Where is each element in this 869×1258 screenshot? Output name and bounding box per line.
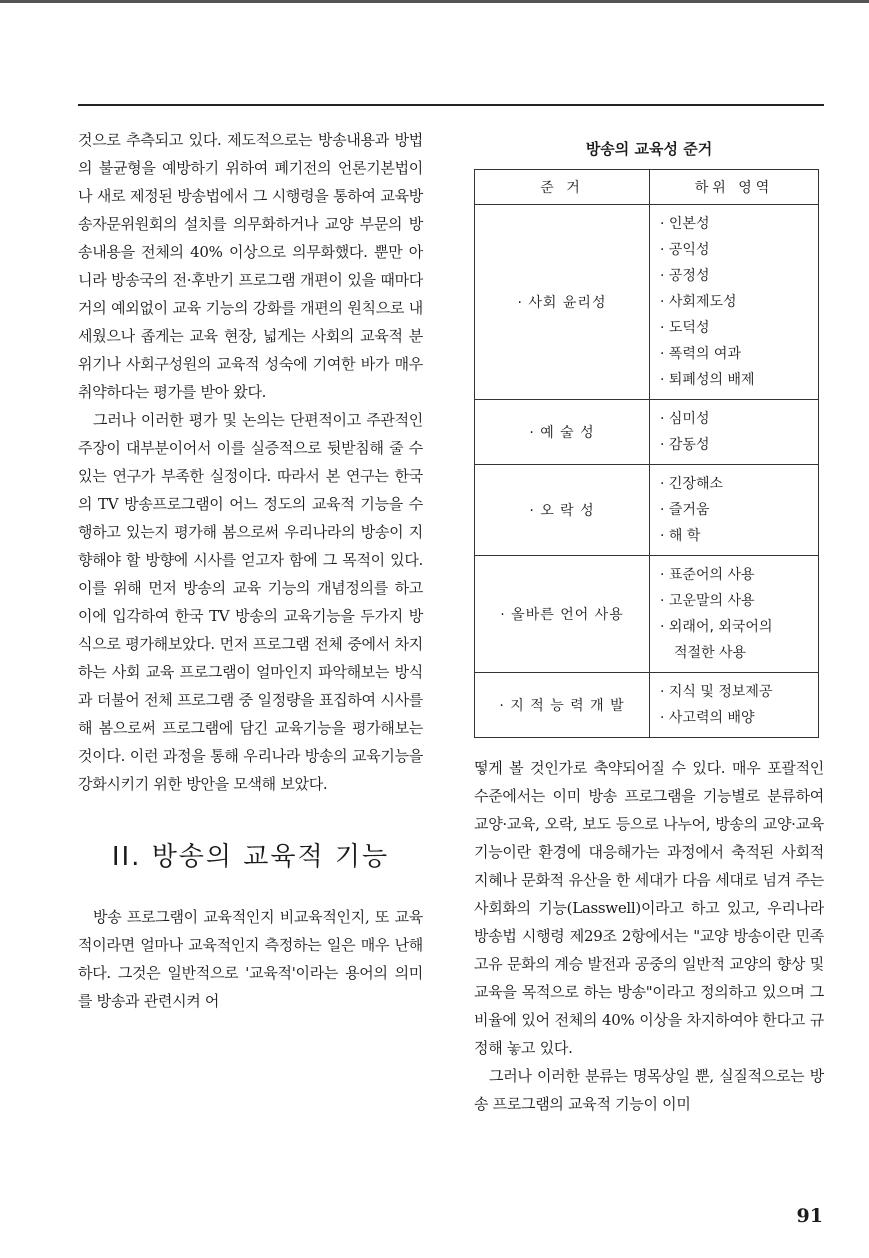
- sub-area-item: · 고운말의 사용: [660, 593, 755, 609]
- table-row: [475, 205, 819, 400]
- sub-area-item: · 지식 및 정보제공: [660, 684, 773, 700]
- criterion-cell: · 사회 윤리성: [475, 205, 650, 400]
- sub-area-item: · 심미성: [660, 411, 710, 427]
- right-body-text: [474, 754, 824, 1118]
- body-paragraph: 그러나 이러한 분류는 명목상일 뿐, 실질적으로는 방송 프로그램의 교육적 기능이 이미: [474, 1067, 824, 1113]
- criterion-cell: · 지 적 능 력 개 발: [475, 673, 650, 738]
- sub-area-item: · 퇴폐성의 배제: [660, 372, 755, 388]
- sub-area-item: · 사회제도성: [660, 294, 737, 310]
- sub-area-item: · 감동성: [660, 437, 710, 453]
- sub-area-item: · 인본성: [660, 216, 710, 232]
- left-body-text: [78, 126, 423, 798]
- table-caption: 방송의 교육성 준거: [585, 140, 713, 158]
- sub-area-item: · 도덕성: [660, 320, 710, 336]
- sub-area-item: · 긴장해소: [660, 476, 723, 492]
- sub-area-cell: [650, 400, 819, 465]
- sub-area-item: 적절한 사용: [674, 645, 747, 661]
- criterion-cell: · 오 락 성: [475, 465, 650, 556]
- sub-area-item: · 공익성: [660, 242, 710, 258]
- sub-area-item: · 사고력의 배양: [660, 710, 755, 726]
- page-number: 91: [796, 1205, 823, 1227]
- sub-area-item: · 폭력의 여과: [660, 346, 741, 362]
- criteria-table: [474, 169, 819, 738]
- left-column: [78, 126, 423, 1015]
- table-row: [475, 673, 819, 738]
- header-criterion: 준 거: [475, 170, 650, 205]
- section-body-text: [78, 903, 423, 1015]
- body-paragraph: 떻게 볼 것인가로 축약되어질 수 있다. 매우 포괄적인 수준에서는 이미 방송 프로그램을 기능별로 분류하여 교양·교육, 오락, 보도 등으로 나누어, 방송의 교양·교육기능이란 환경에 대응해가는 과정에서 축적된 사회적 지혜나 문화적 유산을 한 세대가 다음 세대로 넘겨 주는 사회화의 기능(Lasswell)이라고 하고 있고, 우리나라 방송법 시행령 제29조 2항에서는 "교양 방송이란 민족 고유 문화의 계승 발전과 공중의 일반적 교양의 향상 및 교육을 목적으로 하는 방송"이라고 정의하고 있으며 그 비율에 있어 전체의 40% 이상을 차지하여야 한다고 규정해 놓고 있다.: [474, 759, 824, 1057]
- sub-area-item: · 즐거움: [660, 502, 710, 518]
- table-row: [475, 465, 819, 556]
- header-sub-area: 하위 영역: [650, 170, 819, 205]
- sub-area-item: · 외래어, 외국어의: [660, 619, 773, 635]
- body-paragraph: 그러나 이러한 평가 및 논의는 단편적이고 주관적인 주장이 대부분이어서 이를 실증적으로 뒷받침해 줄 수 있는 연구가 부족한 실정이다. 따라서 본 연구는 한국의 TV 방송프로그램이 어느 정도의 교육적 기능을 수행하고 있는지 평가해 봄으로써 우리나라의 방송이 지향해야 할 방향에 시사를 얻고자 함에 그 목적이 있다. 이를 위해 먼저 방송의 교육 기능의 개념정의를 하고 이에 입각하여 한국 TV 방송의 교육기능을 두가지 방식으로 평가해보았다. 먼저 프로그램 전체 중에서 차지하는 사회 교육 프로그램이 얼마인지 파악해보는 방식과 더불어 전체 프로그램 중 일정량을 표집하여 시사를 해 봄으로써 프로그램에 담긴 교육기능을 평가해보는 것이다. 이런 과정을 통해 우리나라 방송의 교육기능을 강화시키기 위한 방안을 모색해 보았다.: [78, 411, 423, 793]
- table-header-row: [475, 170, 819, 205]
- sub-area-cell: [650, 465, 819, 556]
- page-top-edge: [0, 0, 869, 3]
- sub-area-item: · 해 학: [660, 528, 701, 544]
- criterion-cell: · 예 술 성: [475, 400, 650, 465]
- body-paragraph: 것으로 추측되고 있다. 제도적으로는 방송내용과 방법의 불균형을 예방하기 위하여 폐기전의 언론기본법이나 새로 제정된 방송법에서 그 시행령을 통하여 교육방송자문위원회의 설치를 의무화하거나 교양 부문의 방송내용을 전체의 40% 이상으로 의무화했다. 뿐만 아니라 방송국의 전·후반기 프로그램 개편이 있을 때마다 거의 예외없이 교육 기능의 강화를 개편의 원칙으로 내세웠으나 좁게는 교육 현장, 넓게는 사회의 교육적 분위기나 사회구성원의 교육적 성숙에 기여한 바가 매우 취약하다는 평가를 받아 왔다.: [78, 131, 423, 401]
- criterion-cell: · 올바른 언어 사용: [475, 556, 650, 673]
- sub-area-item: · 공정성: [660, 268, 710, 284]
- header-rule: [78, 104, 824, 106]
- sub-area-cell: [650, 205, 819, 400]
- table-row: [475, 556, 819, 673]
- body-paragraph: 방송 프로그램이 교육적인지 비교육적인지, 또 교육적이라면 얼마나 교육적인지 측정하는 일은 매우 난해하다. 그것은 일반적으로 '교육적'이라는 용어의 의미를 방송과 관련시켜 어: [78, 908, 423, 1010]
- table-row: [475, 400, 819, 465]
- sub-area-cell: [650, 556, 819, 673]
- section-heading: II. 방송의 교육적 기능: [111, 842, 390, 872]
- right-column: [474, 126, 824, 1118]
- sub-area-cell: [650, 673, 819, 738]
- sub-area-item: · 표준어의 사용: [660, 567, 755, 583]
